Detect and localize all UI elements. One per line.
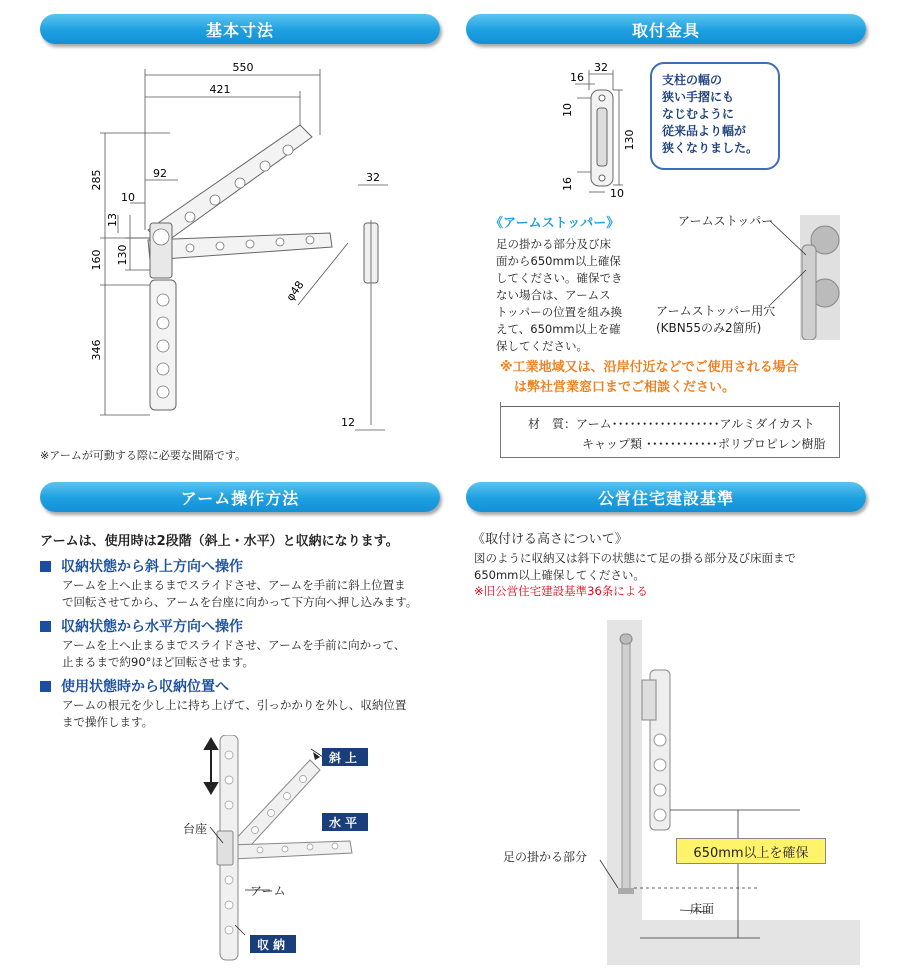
public-note: ※旧公営住宅建設基準36条による (474, 584, 648, 598)
yellow-650-box: 650mm以上を確保 (676, 838, 826, 864)
label-floor: 床面 (690, 902, 715, 916)
public-housing-diagram (500, 620, 860, 965)
bracket-dim-16-top: 16 (570, 71, 584, 84)
operation-heading-1: 収納状態から斜上方向へ操作 (40, 556, 243, 576)
operation-heading-2: 収納状態から水平方向へ操作 (40, 616, 243, 636)
industrial-note: ※工業地域又は、沿岸付近などでご使用される場合 は弊社営業窓口までご相談ください。 (500, 360, 799, 395)
bracket-dim-32: 32 (594, 61, 608, 74)
header-operation: アーム操作方法 (40, 482, 440, 512)
dim-13: 13 (106, 213, 119, 227)
dimensions-diagram (30, 55, 450, 435)
dimensions-note: ※アームが可動する際に必要な間隔です。 (40, 449, 247, 462)
dim-phi48: φ48 (283, 278, 307, 304)
header-public-housing: 公営住宅建設基準 (466, 482, 866, 512)
dim-32: 32 (366, 171, 380, 184)
operation-text-2: アームを上へ止まるまでスライドさせ、アームを手前に向かって、 止まるまで約90°ほど回転させます。 (62, 638, 406, 669)
tag-diagonal: 斜上 (322, 748, 368, 766)
bullet-square-icon (40, 681, 51, 692)
public-body: 図のように収納又は斜下の状態にて足の掛る部分及び床面まで 650mm以上確保してください。 (474, 551, 796, 582)
dim-12: 12 (341, 416, 355, 429)
bracket-callout: 支柱の幅の 狭い手摺にも なじむように 従来品より幅が 狭くなりました。 (650, 62, 780, 170)
label-foot: 足の掛かる部分 (503, 850, 588, 864)
materials: 材 質：アーム･･････････････････アルミダイカスト キャップ類 ････････････ポリプロピレン樹脂 (528, 417, 826, 451)
dim-550: 550 (232, 61, 254, 74)
operation-text-3: アームの根元を少し上に持ち上げて、引っかかりを外し、収納位置 まで操作します。 (62, 698, 407, 729)
header-dimensions: 基本寸法 (40, 14, 440, 44)
tag-storage: 収納 (250, 935, 296, 953)
bracket-dim-130: 130 (623, 129, 636, 151)
public-title: 《取付ける高さについて》 (472, 532, 628, 547)
arm-stopper-photo (770, 215, 840, 340)
dim-92: 92 (153, 167, 167, 180)
dim-421: 421 (209, 83, 231, 96)
label-base: 台座 (183, 822, 208, 836)
arm-stopper-title: 《アームストッパー》 (490, 216, 620, 231)
dim-130: 130 (116, 244, 129, 266)
dim-10: 10 (121, 191, 135, 204)
arm-stopper-body: 足の掛かる部分及び床 面から650mm以上確保 してください。確保でき ない場合は、アームス トッパーの位置を組み換 えて、650mm以上を確 保してください。 (496, 237, 623, 353)
label-arm-stopper-hole: アームストッパー用穴 (KBN55のみ2箇所) (656, 304, 776, 335)
bracket-diagram (555, 60, 645, 200)
dim-346: 346 (90, 339, 103, 361)
bracket-dim-10-left: 10 (561, 103, 574, 117)
label-arm: アーム (250, 884, 286, 898)
header-bracket: 取付金具 (466, 14, 866, 44)
operation-heading-3: 使用状態時から収納位置へ (40, 676, 229, 696)
tag-horizontal: 水平 (322, 813, 368, 831)
bullet-square-icon (40, 561, 51, 572)
dim-160: 160 (90, 249, 103, 271)
dim-285: 285 (90, 169, 103, 191)
bracket-dim-10-bottom: 10 (610, 187, 624, 200)
bullet-square-icon (40, 621, 51, 632)
arrow-icon (313, 752, 320, 760)
operation-intro: アームは、使用時は2段階（斜上・水平）と収納になります。 (40, 534, 399, 549)
operation-text-1: アームを上へ止まるまでスライドさせ、アームを手前に斜上位置ま で回転させてから、アームを台座に向かって下方向へ押し込みます。 (62, 578, 418, 609)
label-arm-stopper: アームストッパー (678, 214, 774, 228)
bracket-section-frame (500, 402, 840, 458)
bracket-dim-16-bottom: 16 (561, 177, 574, 191)
